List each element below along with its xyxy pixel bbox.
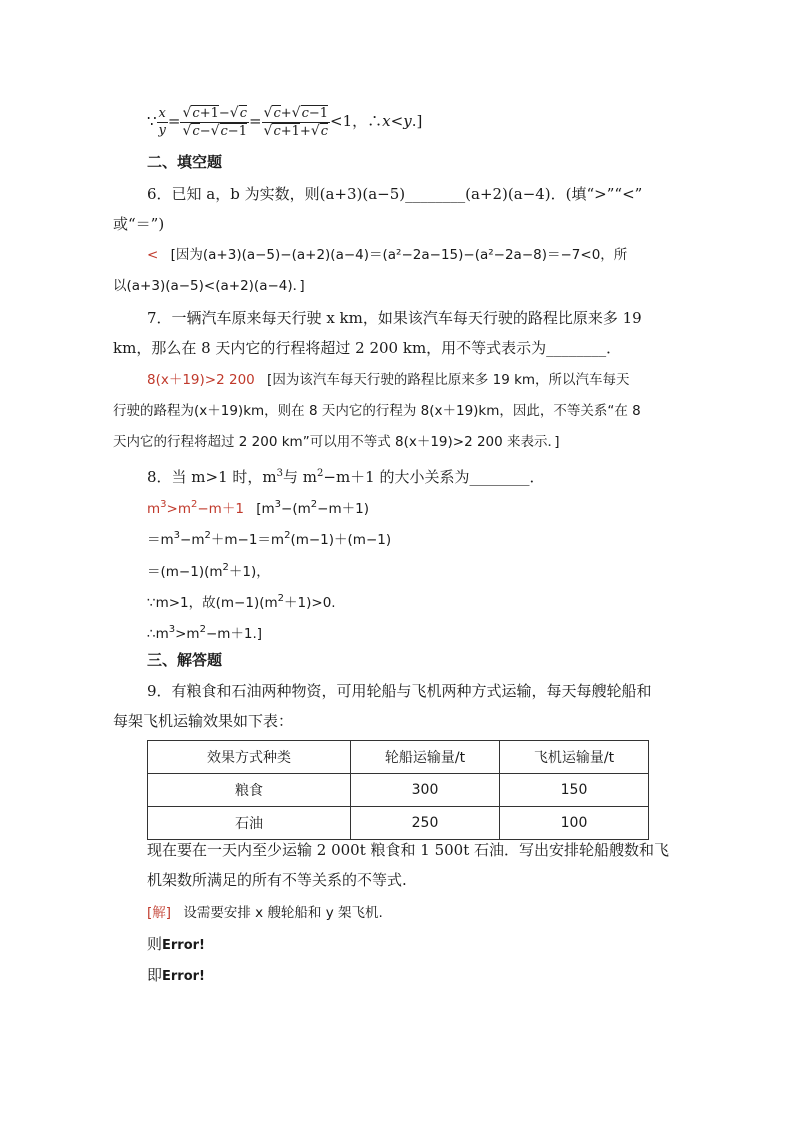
because-symbol: ∵ xyxy=(147,112,157,130)
transport-table xyxy=(147,740,649,840)
table-header-cell: 飞机运输量/t xyxy=(500,741,649,774)
q7-line-2: km，那么在 8 天内它的行程将超过 2 200 km，用不等式表示为________． xyxy=(113,339,622,357)
table-row xyxy=(148,807,649,840)
q8-step-3: $=(m-1)(m^2+1)$， xyxy=(147,562,270,580)
q8-step-1: [$m^3-(m^2-m+1)$ xyxy=(256,499,369,517)
q6-line-2: 或“＝”) xyxy=(113,215,165,233)
error-placeholder: Error! xyxy=(162,938,205,953)
table-header-cell: 轮船运输量/t xyxy=(351,741,500,774)
q6-answer-line xyxy=(147,245,627,265)
q6-explanation-1: [因为(a+3)(a−5)−(a+2)(a−4)＝(a²−2a−15)−(a²−2a−8)＝−7<0，所 xyxy=(170,247,628,263)
q9-line-3: 现在要在一天内至少运输 2 000t 粮食和 1 500t 石油．写出安排轮船艘数和飞 xyxy=(147,841,670,859)
q8-answer-line xyxy=(147,495,369,519)
solution-tag: [解] xyxy=(147,905,172,921)
q7-answer: 8(x＋19)>2 200 xyxy=(147,372,255,388)
q9-line-4: 机架数所满足的所有不等关系的不等式. xyxy=(147,871,407,889)
fraction-sqrt-2: $\frac{√c+√c-1}{√c+1+√c}$ xyxy=(263,104,329,139)
table-cell: 粮食 xyxy=(148,774,351,807)
section-heading-fill-in: 二、填空题 xyxy=(147,153,223,171)
q8-step-5: $\therefore m^3>m^2-m+1$.] xyxy=(147,624,263,642)
fraction-x-over-y: $\frac{x}{y}$ xyxy=(158,105,166,138)
fraction-sqrt-1: $\frac{√c+1-√c}{√c-√c-1}$ xyxy=(182,104,247,139)
q7-line-1: 7．一辆汽车原来每天行驶 x km，如果该汽车每天行驶的路程比原来多 19 xyxy=(147,309,642,327)
proof-line: ∵ $\frac{x}{y}$ = $\frac{√c+1-√c}{√c-√c-1}$ = $\frac{√c+√c-1}{√c+1+√c}$ <1，∴x<y.] xyxy=(147,104,423,139)
q7-answer-line xyxy=(147,370,630,390)
q7-explanation-2: 行驶的路程为(x＋19)km，则在 8 天内它的行程为 8(x＋19)km，因此，不等关系“在 8 xyxy=(113,403,641,419)
table-cell: 250 xyxy=(351,807,500,840)
table-cell: 150 xyxy=(500,774,649,807)
q9-then-line: 则Error! xyxy=(147,935,205,953)
q9-ie-line: 即Error! xyxy=(147,966,205,984)
table-cell: 100 xyxy=(500,807,649,840)
q8-step-4: ∵m>1，故$(m-1)(m^2+1)>0$. xyxy=(147,593,336,611)
q8-answer: $m^3>m^2-m+1$ xyxy=(147,499,244,517)
table-header-row xyxy=(148,741,649,774)
table-cell: 石油 xyxy=(148,807,351,840)
section-heading-solution: 三、解答题 xyxy=(147,651,223,669)
q8-line-1: 8．当 m>1 时，$m^3$与 $m^2-m+1$ 的大小关系为________． xyxy=(147,468,545,486)
q9-solution-line xyxy=(147,903,383,923)
table-header-cell: 效果方式种类 xyxy=(148,741,351,774)
q6-line-1: 6．已知 a，b 为实数，则(a+3)(a−5)________(a+2)(a−4)．(填“>”“<” xyxy=(147,185,643,203)
q7-explanation-3: 天内它的行程将超过 2 200 km”可以用不等式 8(x＋19)>2 200 来表示．] xyxy=(113,434,560,450)
q9-solution-1: 设需要安排 x 艘轮船和 y 架飞机. xyxy=(183,905,383,921)
q6-answer: < xyxy=(147,247,159,263)
q6-explanation-2: 以(a+3)(a−5)<(a+2)(a−4)．] xyxy=(113,278,305,294)
q7-explanation-1: [因为该汽车每天行驶的路程比原来多 19 km，所以汽车每天 xyxy=(267,372,630,388)
table-cell: 300 xyxy=(351,774,500,807)
q9-line-2: 每架飞机运输效果如下表： xyxy=(113,712,294,730)
q8-step-2: $=m^3-m^2+m-1=m^2(m-1)+(m-1)$ xyxy=(147,530,392,548)
error-placeholder: Error! xyxy=(162,969,205,984)
q9-line-1: 9．有粮食和石油两种物资，可用轮船与飞机两种方式运输，每天每艘轮船和 xyxy=(147,682,652,700)
table-row xyxy=(148,774,649,807)
